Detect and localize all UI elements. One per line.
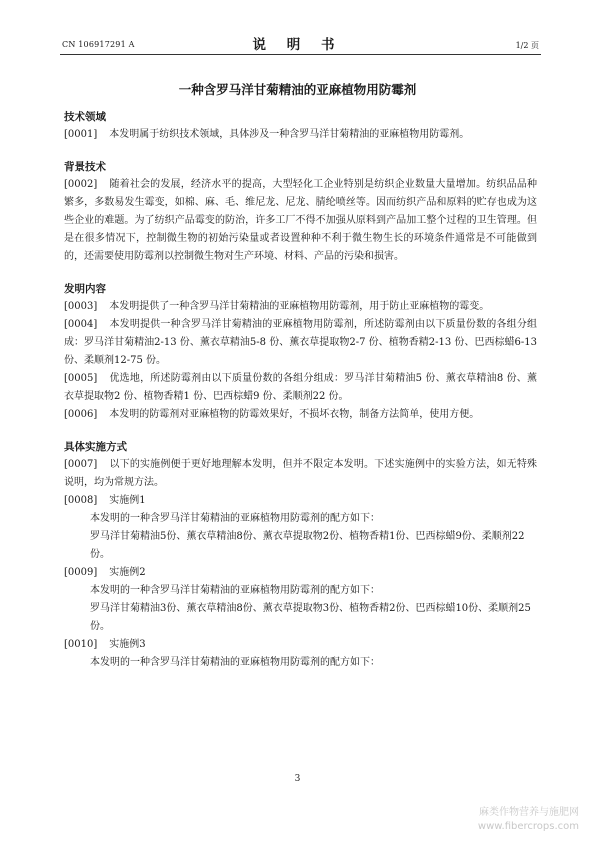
paragraph-number: [0002]	[64, 179, 98, 190]
example-label: 实施例3	[109, 639, 146, 650]
example-intro: 本发明的一种含罗马洋甘菊精油的亚麻植物用防霉剂的配方如下：	[90, 513, 380, 524]
paragraph	[64, 406, 537, 424]
paragraph-text: 本发明提供一种含罗马洋甘菊精油的亚麻植物用防霉剂，所述防霉剂由以下质量份数的各组分组成：罗马洋甘菊精油2-13 份、薰衣草精油5-8 份、薰衣草提取物2-7 份、植物香精2-13 份、巴西棕蜡6-13 份、柔顺剂12-75 份。	[64, 319, 537, 366]
header-doc-number: CN 106917291 A	[62, 40, 135, 49]
paragraph-number: [0003]	[64, 301, 98, 312]
paragraph-text: 优选地，所述防霉剂由以下质量份数的各组分组成：罗马洋甘菊精油5 份、薰衣草精油8 份、薰衣草提取物2 份、植物香精1 份、巴西棕蜡9 份、柔顺剂22 份。	[64, 373, 537, 402]
example-label: 实施例2	[109, 567, 146, 578]
paragraph-text: 本发明属于纺织技术领域，具体涉及一种含罗马洋甘菊精油的亚麻植物用防霉剂。	[109, 129, 470, 140]
paragraph	[64, 370, 537, 406]
watermark-line-2: www.fibercrops.com	[477, 821, 579, 832]
header-divider	[60, 54, 541, 55]
section-embodiments	[64, 438, 537, 672]
section-background	[64, 158, 537, 266]
section-heading: 技术领域	[64, 111, 106, 123]
example-header	[64, 636, 537, 654]
section-tech-field	[64, 108, 537, 144]
header-page-info: 1/2 页	[515, 41, 539, 50]
document-body	[64, 108, 537, 686]
paragraph-text: 本发明的防霉剂对亚麻植物的防霉效果好，不损坏衣物，制备方法简单，使用方便。	[109, 409, 480, 420]
paragraph-number: [0010]	[64, 639, 98, 650]
paragraph-number: [0005]	[64, 373, 98, 384]
paragraph-number: [0007]	[64, 459, 98, 470]
example-label: 实施例1	[109, 495, 146, 506]
example-formula: 罗马洋甘菊精油5份、薰衣草精油8份、薰衣草提取物2份、植物香精1份、巴西棕蜡9份、柔顺剂22份。	[90, 531, 525, 560]
paragraph-number: [0008]	[64, 495, 98, 506]
paragraph-number: [0001]	[64, 129, 98, 140]
paragraph-text: 本发明提供了一种含罗马洋甘菊精油的亚麻植物用防霉剂，用于防止亚麻植物的霉变。	[109, 301, 490, 312]
document-title: 一种含罗马洋甘菊精油的亚麻植物用防霉剂	[178, 82, 417, 97]
watermark-line-1: 麻类作物营养与施肥网	[479, 807, 579, 818]
paragraph	[64, 176, 537, 266]
example-header	[64, 564, 537, 582]
page-number: 3	[294, 774, 301, 784]
paragraph	[64, 456, 537, 492]
paragraph-text: 以下的实施例便于更好地理解本发明，但并不限定本发明。下述实施例中的实验方法，如无特殊说明，均为常规方法。	[64, 459, 537, 488]
watermark	[478, 806, 579, 834]
paragraph-number: [0004]	[64, 319, 98, 330]
example-formula: 罗马洋甘菊精油3份、薰衣草精油8份、薰衣草提取物3份、植物香精2份、巴西棕蜡10份、柔顺剂25份。	[90, 603, 531, 632]
paragraph	[64, 298, 537, 316]
header-doc-type: 说 明 书	[252, 37, 343, 53]
example-header	[64, 492, 537, 510]
section-heading: 发明内容	[64, 283, 106, 295]
example-intro: 本发明的一种含罗马洋甘菊精油的亚麻植物用防霉剂的配方如下：	[90, 585, 380, 596]
paragraph	[64, 126, 537, 144]
paragraph-number: [0006]	[64, 409, 98, 420]
paragraph-text: 随着社会的发展，经济水平的提高，大型轻化工企业特别是纺织企业数量大量增加。纺织品品种繁多，多数易发生霉变，如棉、麻、毛、维尼龙、尼龙、腈纶喷丝等。因而纺织产品和原料的贮存也成为这些企业的难题。为了纺织产品霉变的防治，许多工厂不得不加强从原料到产品加工整个过程的卫生管理。但是在很多情况下，控制微生物的初始污染量或者设置种种不利于微生物生长的环境条件通常是不可能做到的，还需要使用防霉剂以控制微生物对生产环境、材料、产品的污染和损害。	[64, 179, 537, 262]
paragraph	[64, 316, 537, 370]
section-invention	[64, 280, 537, 424]
example-intro: 本发明的一种含罗马洋甘菊精油的亚麻植物用防霉剂的配方如下：	[90, 657, 380, 668]
section-heading: 具体实施方式	[64, 441, 127, 453]
section-heading: 背景技术	[64, 161, 106, 173]
paragraph-number: [0009]	[64, 567, 98, 578]
